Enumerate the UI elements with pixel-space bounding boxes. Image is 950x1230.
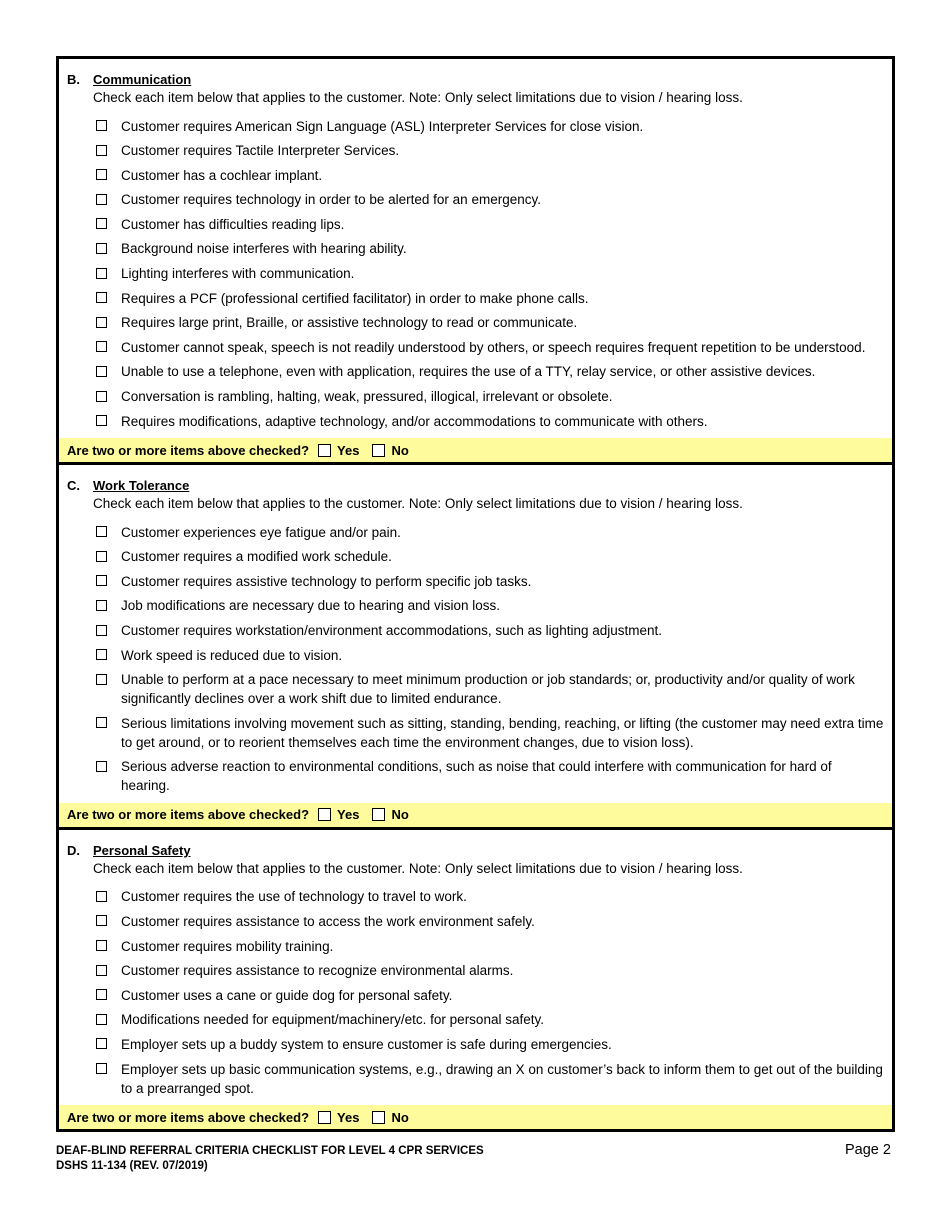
- item-checkbox[interactable]: [96, 891, 107, 902]
- checklist-item: [59, 189, 892, 211]
- item-label: Job modifications are necessary due to hearing and vision loss.: [121, 598, 500, 614]
- item-label: Customer requires assistance to access the work environment safely.: [121, 913, 535, 929]
- checklist-item: [59, 712, 892, 753]
- checklist-item: [59, 312, 892, 334]
- section-title: Communication: [93, 72, 192, 87]
- section-header: [59, 59, 892, 107]
- checklist-item: [59, 238, 892, 260]
- item-label: Modifications needed for equipment/machinery/etc. for personal safety.: [121, 1012, 544, 1028]
- item-checkbox[interactable]: [96, 1038, 107, 1049]
- item-label: Customer experiences eye fatigue and/or pain.: [121, 524, 401, 540]
- no-label: No: [391, 442, 409, 458]
- section-title: Work Tolerance: [93, 478, 190, 494]
- item-label: Customer requires the use of technology to travel to work.: [121, 889, 467, 905]
- two-or-more-question: [59, 803, 892, 827]
- item-checkbox[interactable]: [96, 989, 107, 1000]
- item-checkbox[interactable]: [96, 649, 107, 660]
- item-label: Work speed is reduced due to vision.: [121, 647, 343, 663]
- section-instruction: Check each item below that applies to the customer. Note: Only select limitations due to vision / hearing loss.: [93, 496, 743, 512]
- section-header: [59, 830, 892, 878]
- footer-form-title: DEAF-BLIND REFERRAL CRITERIA CHECKLIST FOR LEVEL 4 CPR SERVICES: [56, 1145, 484, 1157]
- item-label: Customer requires workstation/environment accommodations, such as lighting adjustment.: [121, 623, 663, 638]
- item-label: Customer cannot speak, speech is not readily understood by others, or speech requires frequent repetition to be understood.: [121, 339, 866, 355]
- checklist-item: [59, 115, 892, 137]
- checklist: [59, 521, 892, 797]
- checklist: [59, 886, 892, 1099]
- two-or-more-question: [59, 438, 892, 462]
- item-checkbox[interactable]: [96, 1014, 107, 1025]
- checklist-item: [59, 263, 892, 285]
- checklist-item: [59, 164, 892, 186]
- item-checkbox[interactable]: [96, 391, 107, 402]
- item-label: Customer has a cochlear implant.: [121, 167, 323, 183]
- item-label: Serious adverse reaction to environmental conditions, such as noise that could interfere with communication for hard of hearing.: [121, 759, 832, 794]
- section-letter: D.: [67, 842, 80, 858]
- checklist-item: [59, 521, 892, 543]
- section-header: [59, 465, 892, 513]
- item-label: Lighting interferes with communication.: [121, 266, 355, 282]
- checklist-item: [59, 336, 892, 358]
- checklist-item: [59, 935, 892, 957]
- item-label: Employer sets up basic communication systems, e.g., drawing an X on customer’s back to inform them to get out of the building to a prearranged spot.: [121, 1061, 883, 1096]
- checklist: [59, 115, 892, 432]
- item-checkbox[interactable]: [96, 366, 107, 377]
- section-work-tolerance: [59, 462, 892, 827]
- yes-checkbox[interactable]: [318, 444, 331, 457]
- checklist-item: [59, 1033, 892, 1055]
- yes-label: Yes: [337, 807, 360, 823]
- item-checkbox[interactable]: [96, 940, 107, 951]
- item-checkbox[interactable]: [96, 317, 107, 328]
- two-or-more-question: [59, 1105, 892, 1129]
- item-checkbox[interactable]: [96, 1063, 107, 1074]
- checklist-item: [59, 644, 892, 666]
- item-checkbox[interactable]: [96, 717, 107, 728]
- checklist-item: [59, 1009, 892, 1031]
- no-checkbox[interactable]: [372, 444, 385, 457]
- checklist-item: [59, 984, 892, 1006]
- checklist-item: [59, 620, 892, 642]
- item-checkbox[interactable]: [96, 575, 107, 586]
- checklist-item: [59, 140, 892, 162]
- question-label: Are two or more items above checked?: [67, 1109, 310, 1125]
- item-checkbox[interactable]: [96, 292, 107, 303]
- checklist-item: [59, 669, 892, 710]
- yes-checkbox[interactable]: [318, 1111, 331, 1124]
- item-checkbox[interactable]: [96, 120, 107, 131]
- item-label: Customer requires assistance to recognize environmental alarms.: [121, 963, 514, 979]
- item-label: Customer requires technology in order to be alerted for an emergency.: [121, 192, 541, 208]
- question-label: Are two or more items above checked?: [67, 442, 310, 458]
- no-label: No: [391, 1109, 409, 1125]
- item-checkbox[interactable]: [96, 915, 107, 926]
- checklist-item: [59, 546, 892, 568]
- item-checkbox[interactable]: [96, 674, 107, 685]
- item-checkbox[interactable]: [96, 551, 107, 562]
- item-checkbox[interactable]: [96, 761, 107, 772]
- checklist-item: [59, 570, 892, 592]
- item-label: Conversation is rambling, halting, weak, pressured, illogical, irrelevant or obsolete.: [121, 389, 613, 405]
- item-label: Requires large print, Braille, or assistive technology to read or communicate.: [121, 315, 578, 331]
- item-checkbox[interactable]: [96, 218, 107, 229]
- checklist-item: [59, 361, 892, 383]
- section-letter: B.: [67, 72, 80, 87]
- item-label: Customer uses a cane or guide dog for personal safety.: [121, 987, 453, 1003]
- item-label: Requires modifications, adaptive technology, and/or accommodations to communicate with others.: [121, 413, 708, 429]
- checklist-item: [59, 886, 892, 908]
- section-instruction: Check each item below that applies to the customer. Note: Only select limitations due to vision / hearing loss.: [93, 860, 743, 876]
- item-label: Customer requires Tactile Interpreter Services.: [121, 143, 400, 159]
- item-label: Unable to perform at a pace necessary to meet minimum production or job standards; or, productivity and/or quality of work significantly declines over a work shift due to limited endurance.: [121, 672, 855, 707]
- checklist-item: [59, 960, 892, 982]
- section-letter: C.: [67, 478, 80, 494]
- item-checkbox[interactable]: [96, 415, 107, 426]
- checklist-item: [59, 386, 892, 408]
- no-checkbox[interactable]: [372, 1111, 385, 1124]
- no-label: No: [391, 807, 409, 823]
- checklist-item: [59, 910, 892, 932]
- item-checkbox[interactable]: [96, 145, 107, 156]
- yes-label: Yes: [337, 442, 360, 458]
- page-number: Page 2: [845, 1142, 891, 1158]
- item-label: Customer requires assistive technology to perform specific job tasks.: [121, 573, 532, 589]
- checklist-item: [59, 410, 892, 432]
- item-checkbox[interactable]: [96, 243, 107, 254]
- item-label: Unable to use a telephone, even with application, requires the use of a TTY, relay service, or other assistive devices.: [121, 364, 816, 380]
- item-checkbox[interactable]: [96, 965, 107, 976]
- no-checkbox[interactable]: [372, 808, 385, 821]
- checklist-item: [59, 756, 892, 797]
- item-label: Customer has difficulties reading lips.: [121, 216, 345, 232]
- item-label: Requires a PCF (professional certified facilitator) in order to make phone calls.: [121, 290, 589, 306]
- form-frame: [56, 56, 895, 1132]
- checklist-item: [59, 287, 892, 309]
- item-label: Customer requires mobility training.: [121, 938, 334, 954]
- item-checkbox[interactable]: [96, 341, 107, 352]
- item-checkbox[interactable]: [96, 600, 107, 611]
- checklist-item: [59, 1058, 892, 1099]
- checklist-item: [59, 595, 892, 617]
- item-checkbox[interactable]: [96, 526, 107, 537]
- section-instruction: Check each item below that applies to the customer. Note: Only select limitations due to vision / hearing loss.: [93, 90, 743, 105]
- item-label: Serious limitations involving movement such as sitting, standing, bending, reaching, or lifting (the customer may need extra time to get around, or to reorient themselves each time the environment changes, due to vision loss).: [121, 715, 884, 750]
- item-checkbox[interactable]: [96, 268, 107, 279]
- footer-form-info: [56, 1144, 484, 1174]
- item-checkbox[interactable]: [96, 194, 107, 205]
- checklist-item: [59, 213, 892, 235]
- item-checkbox[interactable]: [96, 625, 107, 636]
- section-title: Personal Safety: [93, 842, 191, 858]
- question-label: Are two or more items above checked?: [67, 807, 310, 823]
- yes-checkbox[interactable]: [318, 808, 331, 821]
- item-label: Customer requires a modified work schedule.: [121, 549, 392, 565]
- yes-label: Yes: [337, 1109, 360, 1125]
- section-personal-safety: [59, 827, 892, 1129]
- item-label: Employer sets up a buddy system to ensure customer is safe during emergencies.: [121, 1036, 612, 1052]
- item-label: Customer requires American Sign Language (ASL) Interpreter Services for close vision.: [121, 118, 644, 134]
- item-label: Background noise interferes with hearing ability.: [121, 241, 407, 257]
- footer-form-number: DSHS 11-134 (REV. 07/2019): [56, 1160, 208, 1172]
- section-communication: [59, 59, 892, 462]
- item-checkbox[interactable]: [96, 169, 107, 180]
